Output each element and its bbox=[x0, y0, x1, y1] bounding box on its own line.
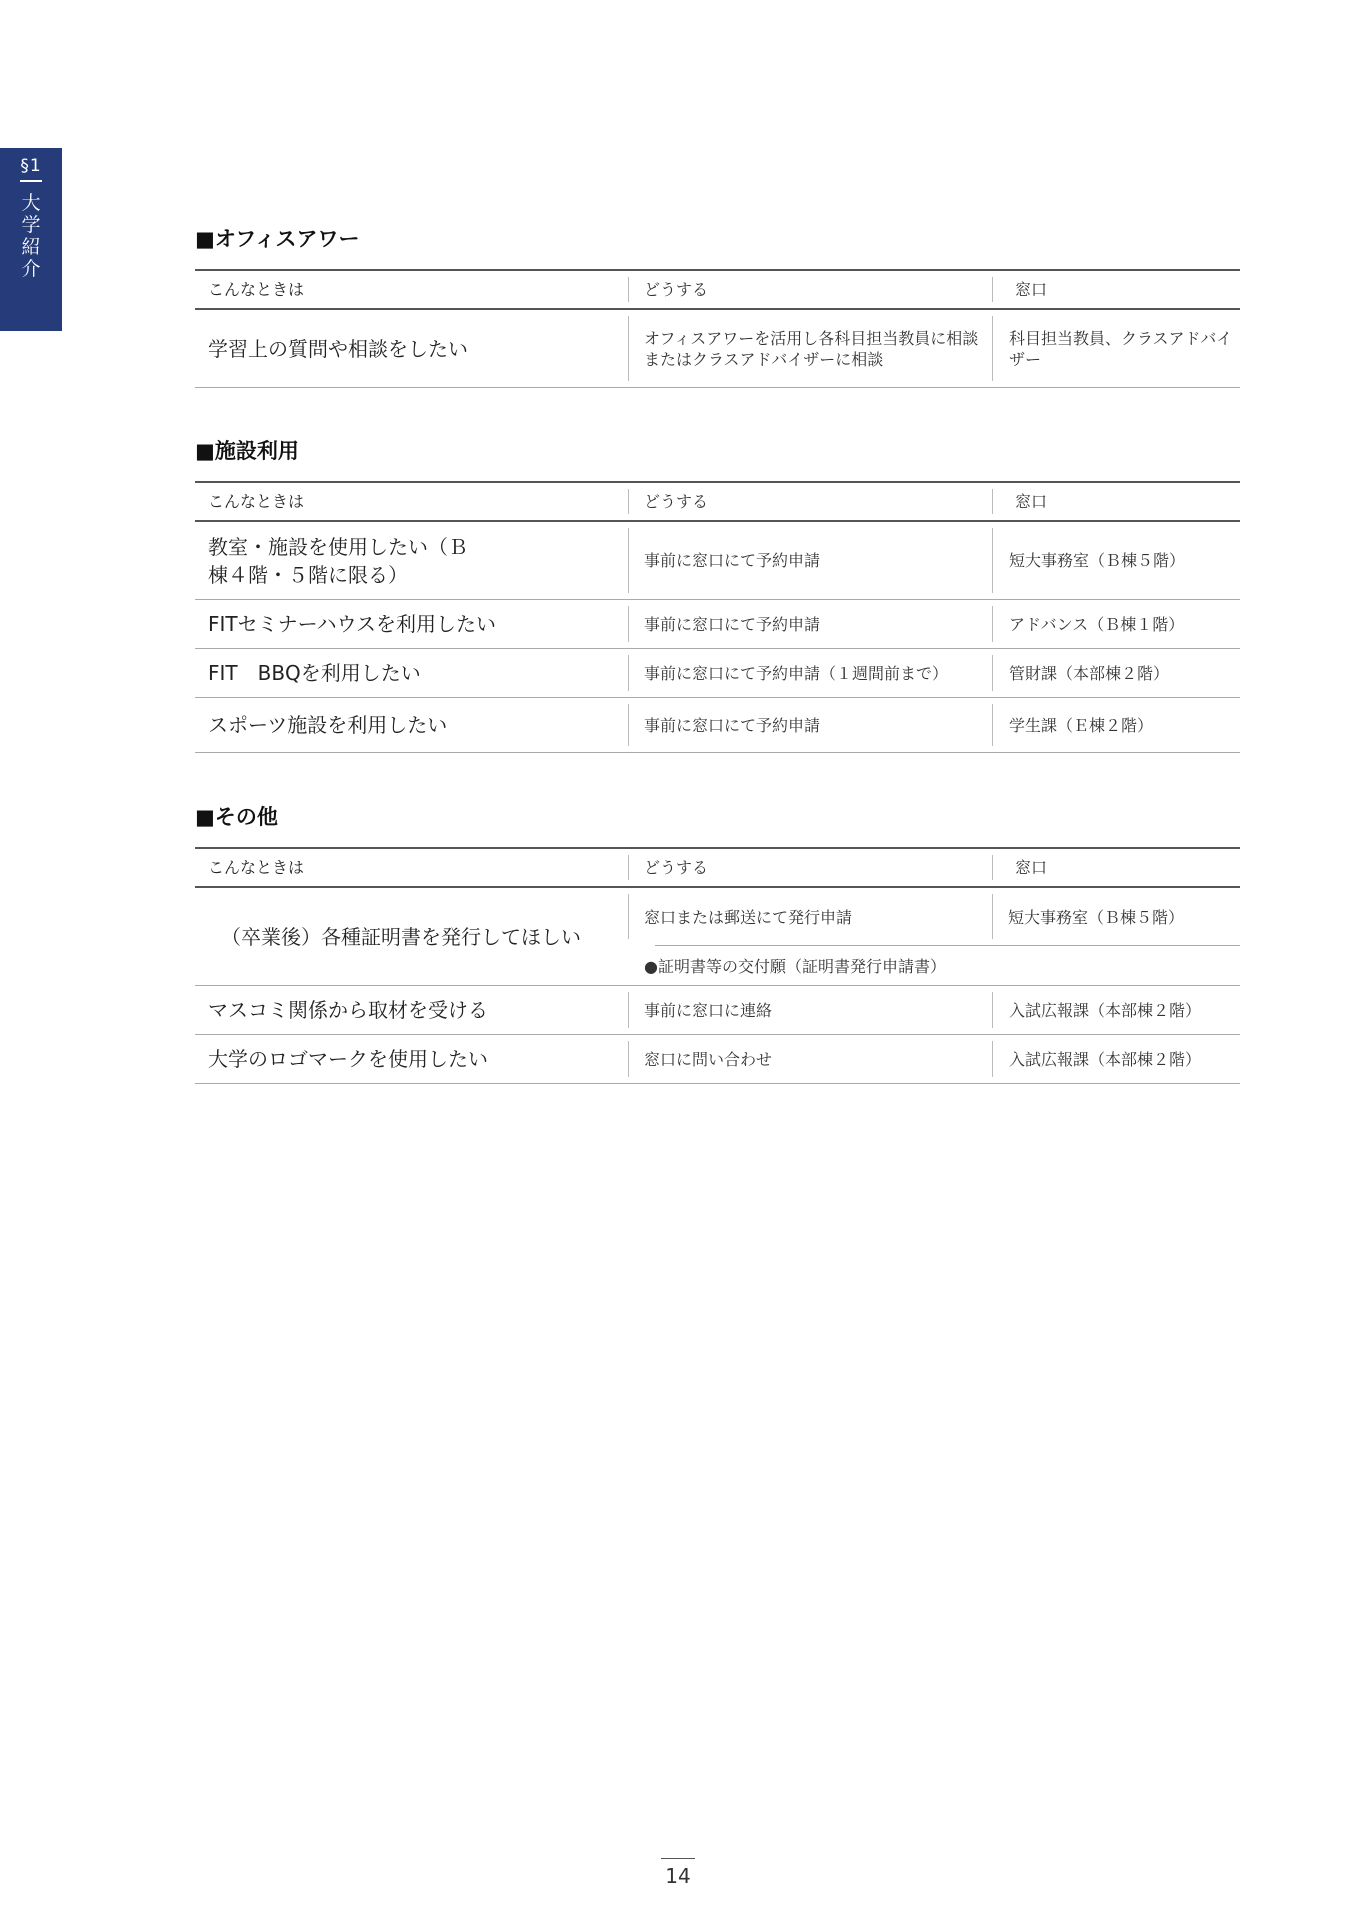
row-what: 窓口または郵送にて発行申請 bbox=[644, 908, 853, 927]
facilities-section bbox=[195, 434, 1240, 753]
office-hours-table-header bbox=[195, 269, 1240, 310]
table-row bbox=[195, 698, 1240, 753]
table-row bbox=[195, 649, 1240, 698]
page-number: 14 bbox=[665, 1864, 691, 1888]
column-divider bbox=[628, 606, 629, 642]
table-row bbox=[195, 522, 1240, 600]
table-row bbox=[195, 888, 1240, 986]
section-label-char: 紹 bbox=[21, 236, 41, 258]
row-what: 事前に窓口にて予約申請 bbox=[644, 614, 821, 634]
header-when: こんなときは bbox=[208, 491, 305, 511]
row-when: （卒業後）各種証明書を発行してほしい bbox=[221, 924, 581, 949]
row-where: 管財課（本部棟２階） bbox=[1009, 663, 1170, 683]
row-where: 科目担当教員、クラスアドバイザー bbox=[1009, 328, 1233, 369]
section-label-char: 学 bbox=[21, 214, 41, 236]
row-when: FITセミナーハウスを利用したい bbox=[208, 612, 497, 636]
section-label-char: 介 bbox=[21, 258, 41, 280]
facilities-title: ■施設利用 bbox=[195, 439, 299, 463]
column-divider bbox=[628, 489, 629, 514]
column-divider bbox=[628, 1041, 629, 1077]
row-when: 教室・施設を使用したい（Ｂ棟４階・５階に限る） bbox=[208, 534, 468, 587]
column-divider bbox=[992, 894, 993, 939]
column-divider bbox=[628, 704, 629, 746]
others-section bbox=[195, 800, 1240, 1084]
header-when: こんなときは bbox=[208, 279, 305, 299]
row-what: 事前に窓口にて予約申請 bbox=[644, 715, 821, 735]
section-tab-divider bbox=[20, 180, 42, 182]
header-what: どうする bbox=[644, 858, 709, 877]
column-divider bbox=[628, 855, 629, 880]
section-label-char: 大 bbox=[21, 192, 41, 214]
column-divider bbox=[628, 992, 629, 1028]
row-when: FIT BBQを利用したい bbox=[208, 661, 421, 685]
page-number-rule bbox=[661, 1858, 695, 1859]
row-what: 窓口に問い合わせ bbox=[644, 1049, 773, 1069]
table-row bbox=[195, 310, 1240, 388]
header-where: 窓口 bbox=[1015, 858, 1048, 877]
section-side-tab bbox=[0, 148, 62, 331]
row-split-top bbox=[628, 888, 1240, 945]
table-row bbox=[195, 600, 1240, 649]
header-what: どうする bbox=[644, 280, 709, 299]
row-what: オフィスアワーを活用し各科目担当教員に相談またはクラスアドバイザーに相談 bbox=[644, 328, 979, 369]
column-divider bbox=[628, 277, 629, 302]
row-when: スポーツ施設を利用したい bbox=[208, 713, 448, 737]
header-when: こんなときは bbox=[208, 857, 305, 877]
table-row bbox=[195, 986, 1240, 1035]
table-row bbox=[195, 1035, 1240, 1084]
row-when: 学習上の質問や相談をしたい bbox=[208, 336, 468, 361]
section-number: §1 bbox=[20, 156, 42, 176]
others-title: ■その他 bbox=[195, 805, 278, 829]
others-table-header bbox=[195, 847, 1240, 888]
row-what: 事前に窓口にて予約申請 bbox=[644, 551, 821, 570]
column-divider bbox=[628, 894, 629, 939]
row-when: マスコミ関係から取材を受ける bbox=[208, 998, 488, 1022]
row-where: 入試広報課（本部棟２階） bbox=[1009, 1049, 1202, 1069]
facilities-table-header bbox=[195, 481, 1240, 522]
row-when: 大学のロゴマークを使用したい bbox=[208, 1047, 488, 1071]
header-where: 窓口 bbox=[1015, 492, 1048, 511]
row-what: 事前に窓口にて予約申請（１週間前まで） bbox=[644, 663, 949, 683]
header-where: 窓口 bbox=[1015, 280, 1048, 299]
row-where: 短大事務室（Ｂ棟５階） bbox=[1009, 551, 1186, 570]
office-hours-title: ■オフィスアワー bbox=[195, 227, 360, 251]
row-note: ●証明書等の交付願（証明書発行申請書） bbox=[644, 957, 946, 976]
column-divider bbox=[628, 528, 629, 593]
header-what: どうする bbox=[644, 492, 709, 511]
row-what: 事前に窓口に連絡 bbox=[644, 1000, 773, 1020]
office-hours-section bbox=[195, 222, 1240, 388]
column-divider bbox=[628, 655, 629, 691]
row-where: アドバンス（Ｂ棟１階） bbox=[1009, 614, 1185, 634]
column-divider bbox=[628, 316, 629, 381]
row-where: 学生課（Ｅ棟２階） bbox=[1009, 715, 1154, 735]
row-where: 入試広報課（本部棟２階） bbox=[1009, 1000, 1202, 1020]
row-where: 短大事務室（Ｂ棟５階） bbox=[1008, 908, 1185, 927]
section-vertical-label bbox=[0, 192, 62, 280]
